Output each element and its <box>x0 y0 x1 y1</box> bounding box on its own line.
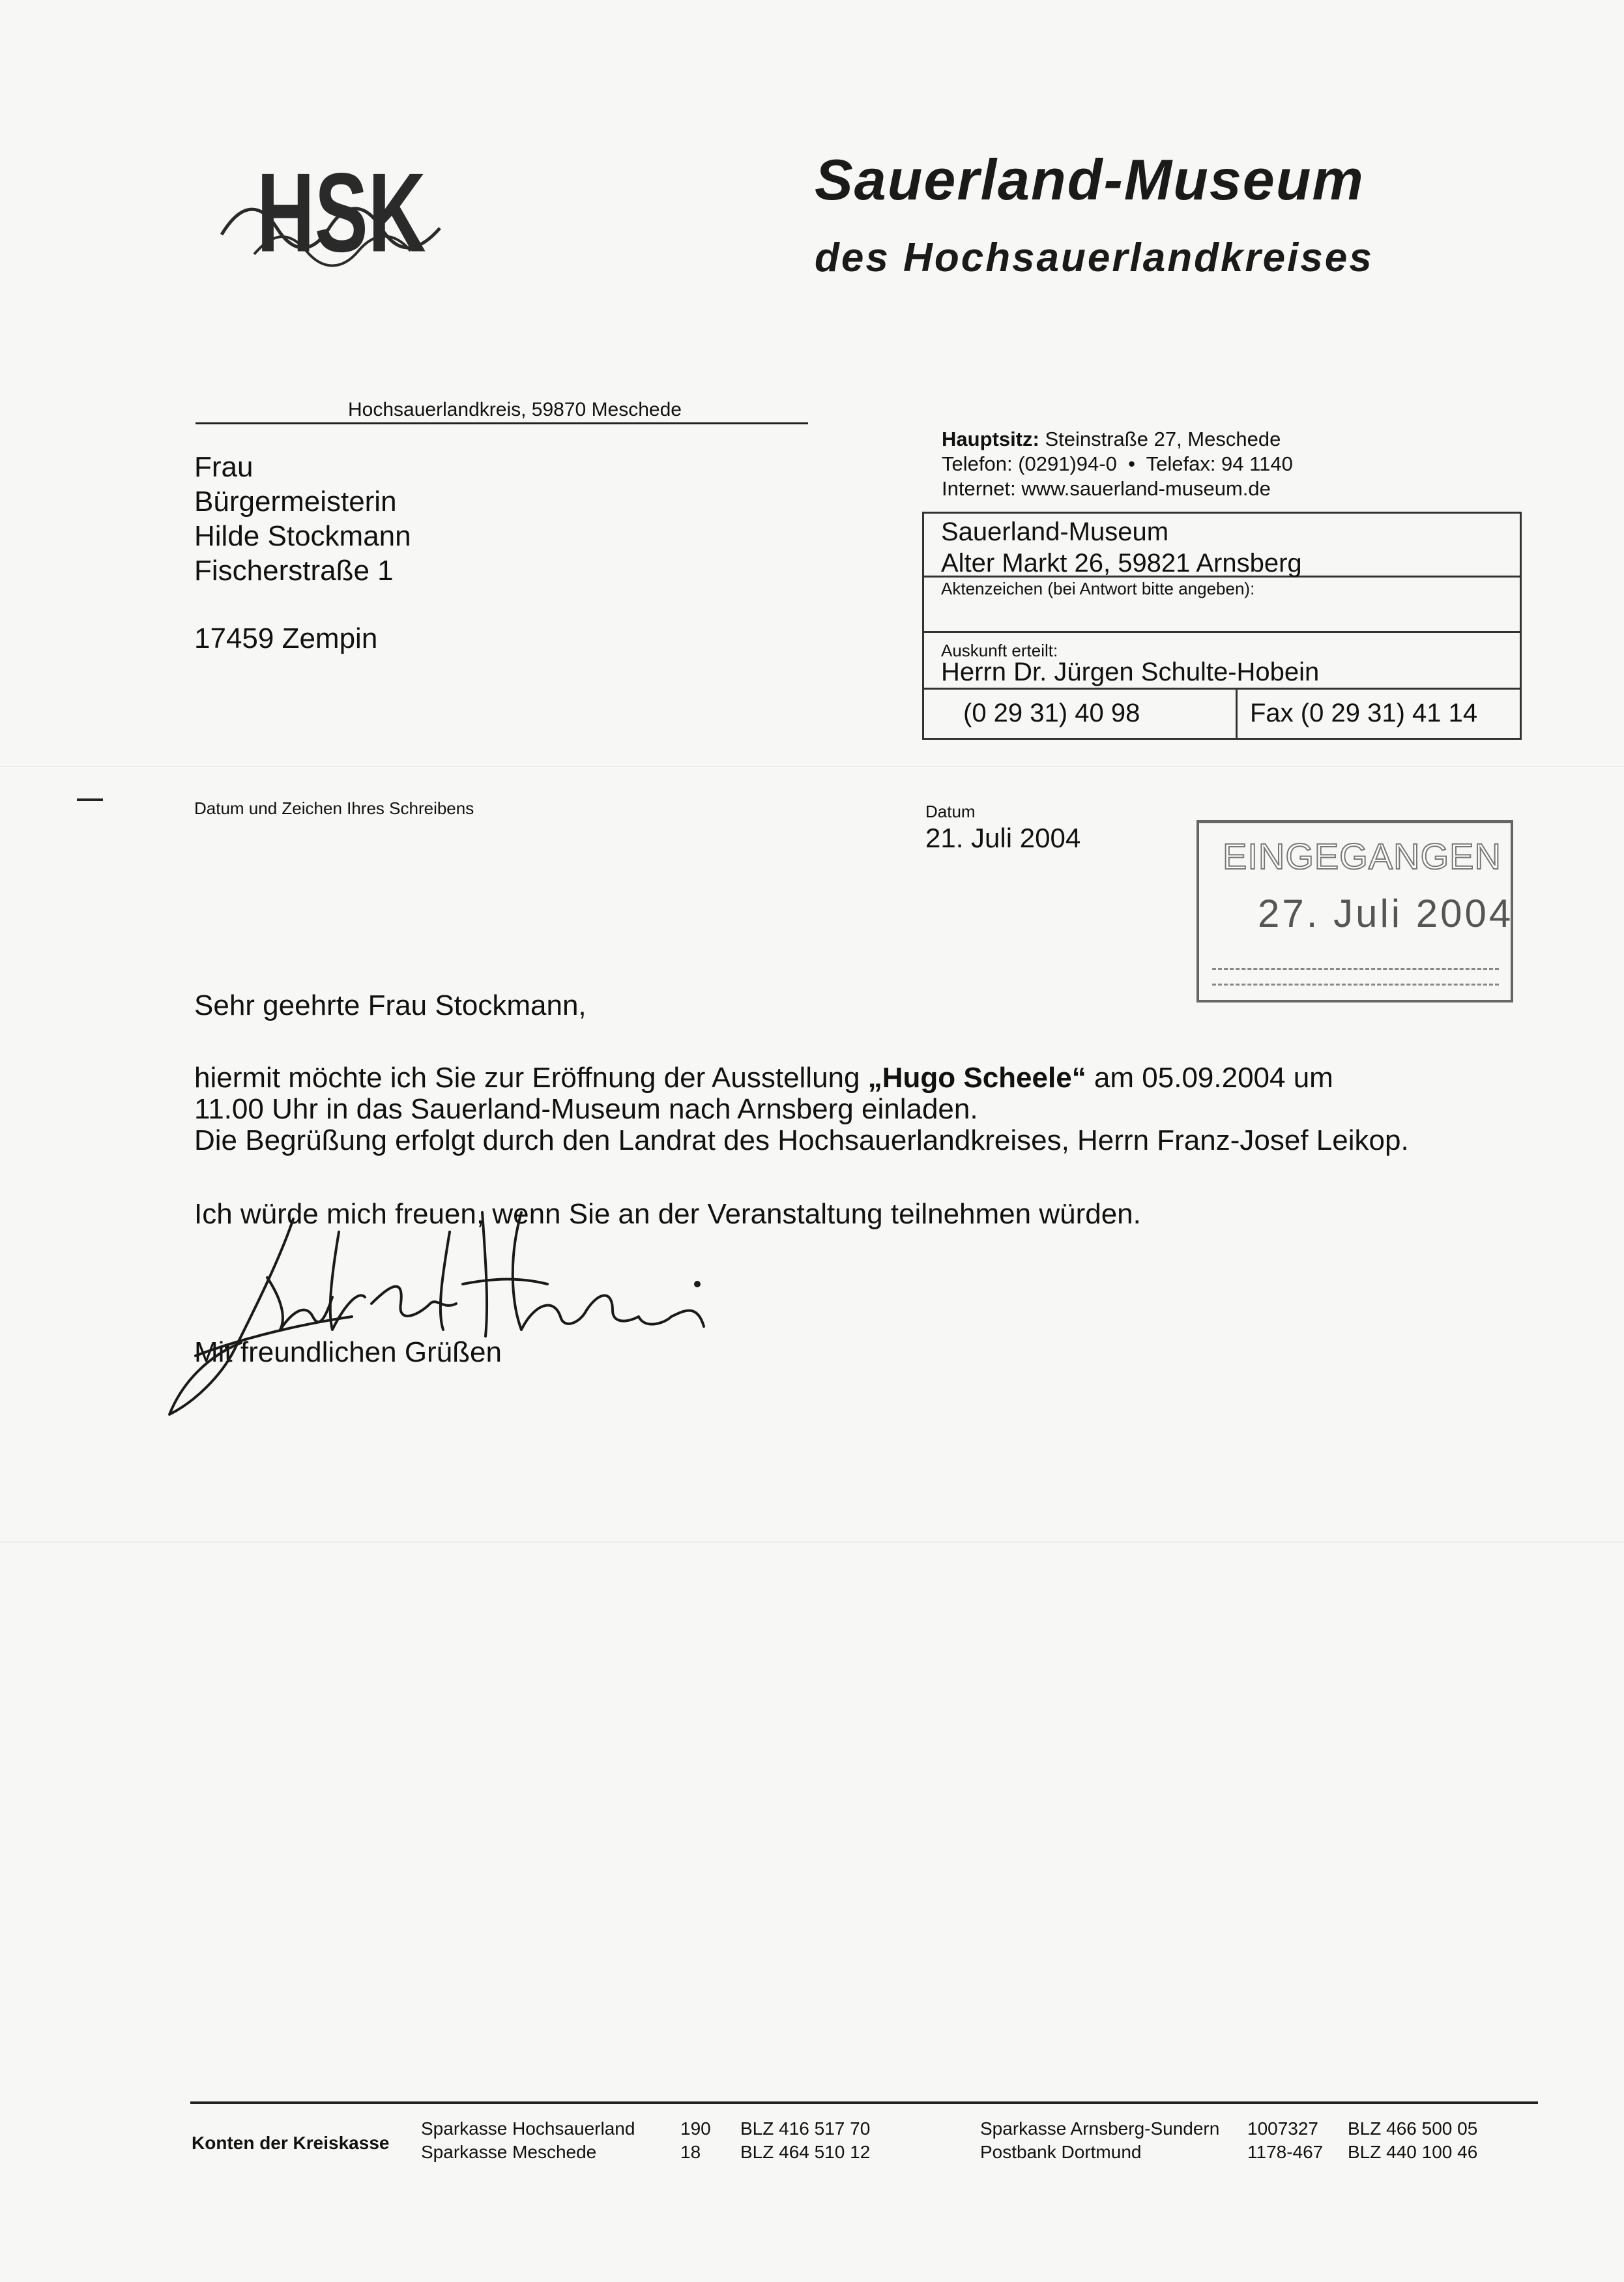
account-number: 1007327 <box>1247 2118 1319 2139</box>
bank-name: Sparkasse Arnsberg-Sundern <box>980 2118 1220 2139</box>
body-text: Die Begrüßung erfolgt durch den Landrat des Hochsauerlandkreises, Herrn Franz-Josef Leikop. <box>194 1124 1409 1156</box>
date-label: Datum <box>925 802 976 821</box>
fold-line-bottom <box>0 1542 1624 1543</box>
hq-label: Hauptsitz: <box>942 428 1039 450</box>
closing-regards: Mit freundlichen Grüßen <box>194 1336 502 1368</box>
museum-title: Sauerland-Museum <box>815 147 1365 212</box>
received-stamp <box>1196 820 1513 1002</box>
recipient-city: 17459 Zempin <box>194 622 378 654</box>
fold-mark <box>77 798 103 801</box>
contact-fax: Fax (0 29 31) 41 14 <box>1250 699 1478 727</box>
contact-phone: (0 29 31) 40 98 <box>963 699 1140 727</box>
bank-code: BLZ 416 517 70 <box>740 2118 871 2139</box>
letter-date: 21. Juli 2004 <box>925 823 1081 853</box>
your-letter-label: Datum und Zeichen Ihres Schreibens <box>194 798 474 818</box>
exhibition-name: „Hugo Scheele“ <box>867 1062 1086 1094</box>
infobox-name: Sauerland-Museum <box>941 518 1169 546</box>
stamp-title: EINGEGANGEN <box>1223 836 1501 877</box>
footer-accounts-right <box>1247 2117 1323 2164</box>
recipient-line: Frau <box>194 451 254 483</box>
hsk-logo <box>215 124 456 280</box>
recipient-line: Fischerstraße 1 <box>194 555 394 587</box>
contact-info-box <box>922 512 1522 740</box>
fold-line-top <box>0 766 1624 768</box>
sender-return-line: Hochsauerlandkreis, 59870 Meschede <box>196 399 808 424</box>
footer-accounts-left <box>680 2117 711 2164</box>
logo-text: HSK <box>256 149 426 276</box>
footer-rule <box>190 2101 1538 2104</box>
reference-label: Aktenzeichen (bei Antwort bitte angeben): <box>941 579 1255 598</box>
headquarters-info <box>942 427 1293 501</box>
closing-sentence: Ich würde mich freuen, wenn Sie an der Veranstaltung teilnehmen würden. <box>194 1198 1141 1230</box>
body-text: 11.00 Uhr in das Sauerland-Museum nach Arnsberg einladen. <box>194 1093 978 1125</box>
bank-name: Sparkasse Hochsauerland <box>421 2118 635 2139</box>
hq-separator: • <box>1128 452 1135 475</box>
footer-banks-left <box>421 2117 635 2164</box>
contact-name: Herrn Dr. Jürgen Schulte-Hobein <box>941 658 1320 686</box>
footer-blz-left <box>740 2117 870 2164</box>
bank-code: BLZ 464 510 12 <box>740 2142 871 2162</box>
bank-name: Postbank Dortmund <box>980 2142 1142 2162</box>
contact-label: Auskunft erteilt: <box>941 641 1058 660</box>
account-number: 18 <box>680 2142 701 2162</box>
hq-fax: Telefax: 94 1140 <box>1146 452 1293 475</box>
infobox-address: Alter Markt 26, 59821 Arnsberg <box>941 549 1302 578</box>
hq-phone: Telefon: (0291)94-0 <box>942 452 1117 475</box>
body-text: am 05.09.2004 um <box>1086 1062 1333 1094</box>
stamp-date: 27. Juli 2004 <box>1258 892 1514 935</box>
recipient-line: Bürgermeisterin <box>194 486 397 518</box>
footer-label: Konten der Kreiskasse <box>192 2133 390 2153</box>
letter-body <box>194 1062 1409 1156</box>
bank-code: BLZ 440 100 46 <box>1348 2142 1478 2162</box>
hq-address: Steinstraße 27, Meschede <box>1045 428 1281 450</box>
recipient-address <box>194 450 411 588</box>
footer-banks-right <box>980 2117 1219 2164</box>
hq-internet: Internet: www.sauerland-museum.de <box>942 477 1271 500</box>
account-number: 190 <box>680 2118 711 2139</box>
museum-subtitle: des Hochsauerlandkreises <box>815 235 1374 280</box>
handwritten-signature <box>156 1206 730 1421</box>
bank-name: Sparkasse Meschede <box>421 2142 597 2162</box>
salutation: Sehr geehrte Frau Stockmann, <box>194 989 587 1021</box>
account-number: 1178-467 <box>1247 2142 1324 2162</box>
recipient-line: Hilde Stockmann <box>194 520 411 552</box>
bank-code: BLZ 466 500 05 <box>1348 2118 1478 2139</box>
body-text: hiermit möchte ich Sie zur Eröffnung der Ausstellung <box>194 1062 868 1094</box>
footer-blz-right <box>1348 2117 1477 2164</box>
